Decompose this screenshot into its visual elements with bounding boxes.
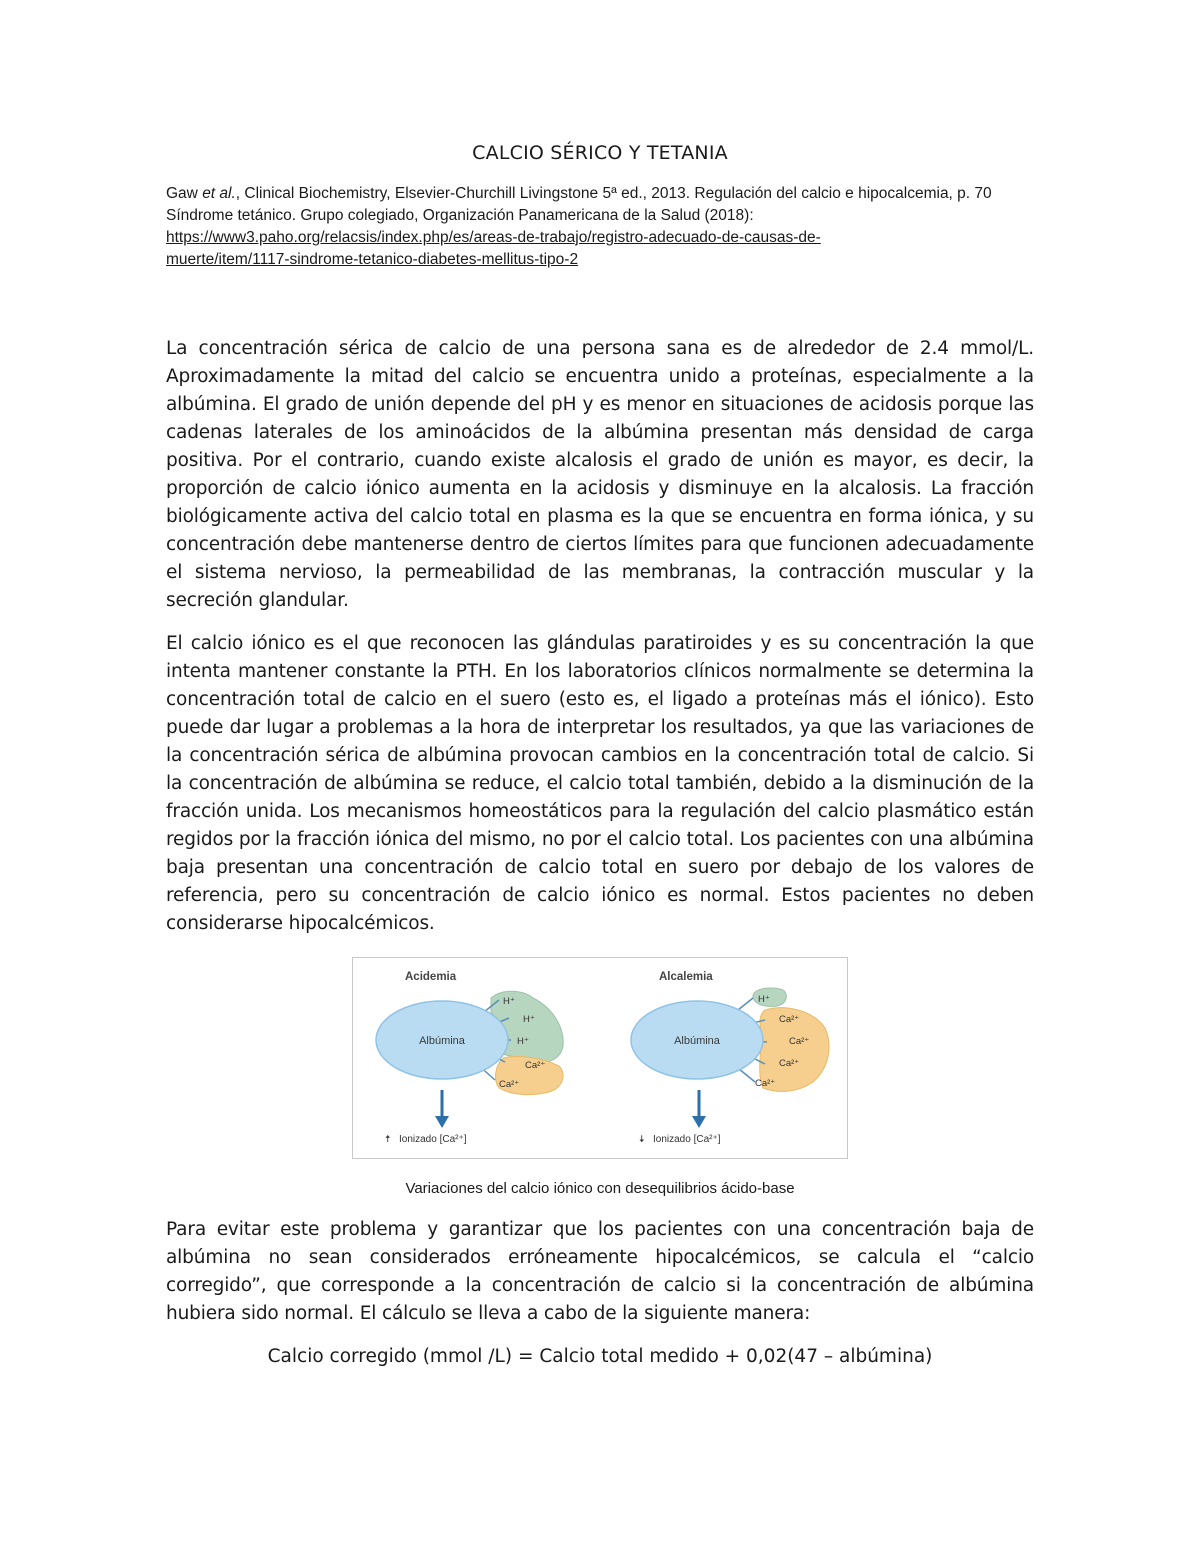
alcalemia-title: Alcalemia <box>659 971 713 983</box>
alcalemia-result: Ionizado [Ca²⁺] <box>653 1134 721 1145</box>
acidemia-result: Ionizado [Ca²⁺] <box>399 1134 467 1145</box>
reference-2-url-line-1: https://www3.paho.org/relacsis/index.php/es/areas-de-trabajo/registro-adecuado-de-causas-de- <box>166 229 821 246</box>
acidemia-title: Acidemia <box>405 971 457 983</box>
alcalemia-ca-3: Ca²⁺ <box>779 1058 800 1069</box>
document-title: CALCIO SÉRICO Y TETANIA <box>472 142 728 164</box>
paragraph-3: Para evitar este problema y garantizar que los pacientes con una concentración baja de albúmina no sean considerados erróneamente hipocalcémicos, se calcula el “calcio corregido”, que corresponde a la concentración de calcio si la concentración de albúmina hubiera sido normal. El cálculo se lleva a cabo de la siguiente manera: <box>166 1219 1034 1324</box>
acidemia-albumin-label: Albúmina <box>419 1035 465 1047</box>
paragraph-1: La concentración sérica de calcio de una persona sana es de alrededor de 2.4 mmol/L. Aproximadamente la mitad del calcio se encuentra unido a proteínas, especialmente a la albúmina. El grado de unión depende del pH y es menor en situaciones de acidosis porque las cadenas laterales de los aminoácidos de la albúmina presentan más densidad de carga positiva. Por el contrario, cuando existe alcalosis el grado de unión es mayor, es decir, la proporción de calcio iónico aumenta en la acidosis y disminuye en la alcalosis. La fracción biológicamente activa del calcio total en plasma es la que se encuentra en forma iónica, y su concentración debe mantenerse dentro de ciertos límites para que funcionen adecuadamente el sistema nervioso, la permeabilidad de las membranas, la contracción muscular y la secreción glandular. <box>166 338 1034 611</box>
acidemia-h-1: H⁺ <box>503 996 515 1007</box>
alcalemia-h-1: H⁺ <box>758 994 770 1005</box>
reference-1-rest: , Clinical Biochemistry, Elsevier-Churchill Livingstone 5ª ed., 2013. Regulación del calcio e hipocalcemia, p. 70 <box>235 185 992 202</box>
reference-1-author: Gaw <box>166 185 203 202</box>
acidemia-ca-1: Ca²⁺ <box>525 1060 546 1071</box>
acid-base-figure <box>352 957 848 1159</box>
alcalemia-ca-1: Ca²⁺ <box>779 1014 800 1025</box>
alcalemia-arrow <box>692 1090 706 1128</box>
figure-caption: Variaciones del calcio iónico con desequilibrios ácido-base <box>405 1180 795 1197</box>
alcalemia-albumin-label: Albúmina <box>674 1035 720 1047</box>
alcalemia-ca-4: Ca²⁺ <box>755 1078 776 1089</box>
reference-1-etal: et al. <box>202 185 236 202</box>
reference-2: Síndrome tetánico. Grupo colegiado, Organización Panamericana de la Salud (2018): <box>166 207 754 224</box>
acidemia-h-2: H⁺ <box>523 1014 535 1025</box>
acidemia-up-arrow: 🠅 <box>385 1134 391 1145</box>
paragraph-2: El calcio iónico es el que reconocen las glándulas paratiroides y es su concentración la que intenta mantener constante la PTH. En los laboratorios clínicos normalmente se determina la concentración total de calcio en el suero (esto es, el ligado a proteínas más el iónico). Esto puede dar lugar a problemas a la hora de interpretar los resultados, ya que las variaciones de la concentración sérica de albúmina provocan cambios en la concentración total de calcio. Si la concentración de albúmina se reduce, el calcio total también, debido a la disminución de la fracción unida. Los mecanismos homeostáticos para la regulación del calcio plasmático están regidos por la fracción iónica del mismo, no por el calcio total. Los pacientes con una albúmina baja presentan una concentración de calcio total en suero por debajo de los valores de referencia, pero su concentración de calcio iónico es normal. Estos pacientes no deben considerarse hipocalcémicos. <box>166 633 1034 934</box>
acidemia-arrow <box>435 1090 449 1128</box>
acidemia-ca-2: Ca²⁺ <box>499 1079 520 1090</box>
acid-base-diagram <box>353 958 847 1158</box>
reference-1 <box>166 183 1034 205</box>
alcalemia-down-arrow: 🠇 <box>639 1134 645 1145</box>
alcalemia-ca-2: Ca²⁺ <box>789 1036 810 1047</box>
acidemia-h-3: H⁺ <box>517 1036 529 1047</box>
reference-2-link[interactable] <box>166 229 821 268</box>
references <box>166 183 1034 271</box>
reference-2-url-line-2: muerte/item/1117-sindrome-tetanico-diabetes-mellitus-tipo-2 <box>166 251 579 268</box>
corrected-calcium-formula: Calcio corregido (mmol /L) = Calcio total medido + 0,02(47 – albúmina) <box>267 1346 933 1367</box>
